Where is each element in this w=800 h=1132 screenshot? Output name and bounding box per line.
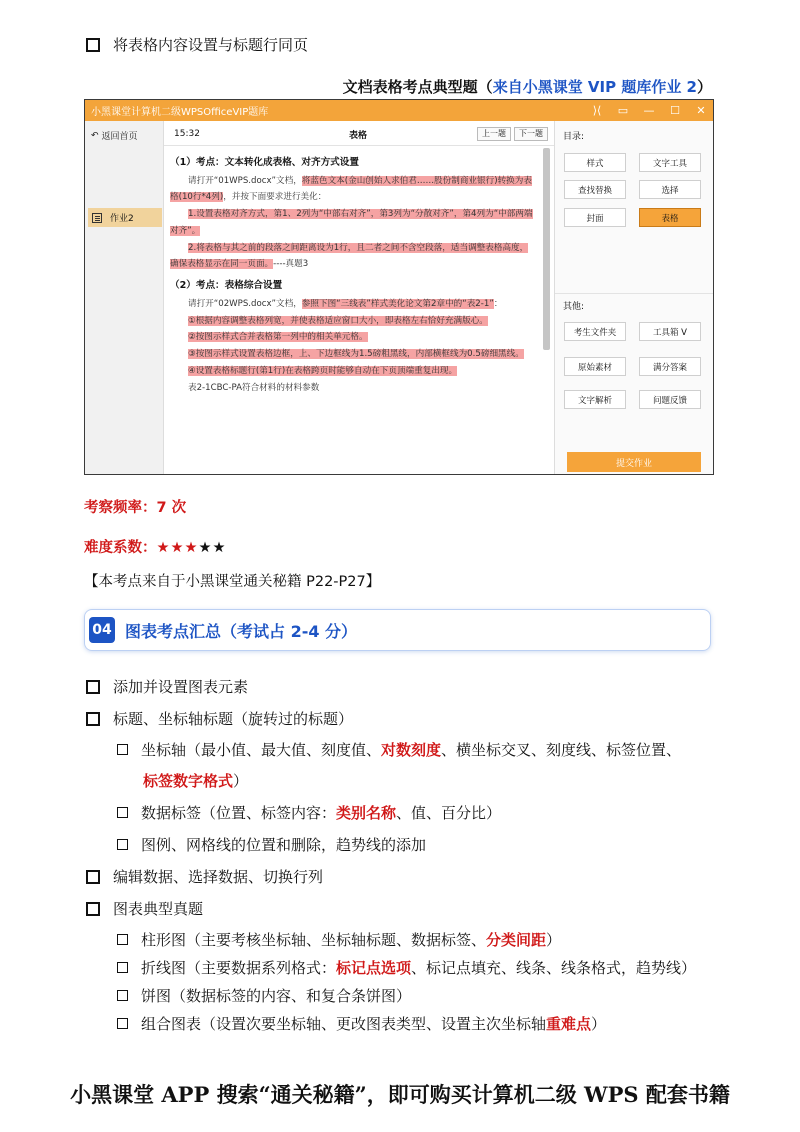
list-icon (92, 213, 102, 223)
doc-table-heading: 文档表格考点典型题（来自小黑课堂 VIP 题库作业 2） (342, 78, 712, 96)
section-2-title: （2）考点：表格综合设置 (170, 280, 283, 292)
source-note: 【本考点来自于小黑课堂通关秘籍 P22-P27】 (84, 574, 381, 590)
panel-divider (555, 293, 713, 294)
window-controls (591, 100, 707, 121)
checkbox-icon (86, 38, 100, 52)
dir-button-cover[interactable]: 封面 (564, 208, 626, 227)
minimize-tray-icon[interactable]: ▭ (617, 104, 629, 117)
other-button-exam-folder[interactable]: 考生文件夹 (564, 322, 626, 341)
checklist-item-table-title-row (86, 34, 308, 55)
dir-button-text-tools[interactable]: 文字工具 (639, 153, 701, 172)
exam-frequency: 考察频率：7 次 (84, 500, 187, 516)
checklist-subitem-continuation: 标签数字格式 ） (143, 772, 249, 790)
content-header (164, 121, 554, 146)
checklist-subitem: 组合图表（设置次要坐标轴、更改图表类型、设置主次坐标轴 重难点 ） (117, 1013, 606, 1034)
content-title: 表格 (349, 131, 368, 141)
section-2-req-3: ③按图示样式设置表格边框，上、下边框线为1.5磅粗黑线，内部横框线为0.5磅细黑线。 (188, 349, 524, 360)
footer-promo: 小黑课堂 APP 搜索“通关秘籍”，即可购买计算机二级 WPS 配套书籍 (70, 1082, 730, 1107)
checkbox-icon (117, 839, 128, 850)
section-2-req-2: ②按图示样式合并表格第一列中的相关单元格。 (188, 332, 368, 343)
checklist-subitem: 数据标签（位置、标签内容： 类别名称 、值、百分比） (117, 802, 501, 823)
dir-button-table[interactable]: 表格 (639, 208, 701, 227)
dir-button-find-replace[interactable]: 查找替换 (564, 180, 626, 199)
section-2-req-4: ④设置表格标题行(第1行)在表格跨页时能够自动在下页顶端重复出现。 (188, 365, 458, 376)
maximize-icon[interactable]: ☐ (670, 104, 680, 117)
other-button-text-analysis[interactable]: 文字解析 (564, 390, 626, 409)
checklist-subitem: 坐标轴（最小值、最大值、刻度值、 对数刻度 、横坐标交叉、刻度线、标签位置、 (117, 739, 681, 760)
checkbox-icon (117, 962, 128, 973)
minimize-icon[interactable]: — (643, 104, 655, 117)
checkbox-icon (86, 712, 100, 726)
left-sidebar (85, 121, 164, 474)
checklist-item: 标题、坐标轴标题（旋转过的标题） (86, 708, 353, 729)
checkbox-icon (86, 680, 100, 694)
question-content (164, 121, 554, 474)
checkbox-icon (117, 744, 128, 755)
star-rating-icon: ★★★★★ (156, 540, 227, 556)
checkbox-icon (117, 1018, 128, 1029)
dir-button-select[interactable]: 选择 (639, 180, 701, 199)
checkbox-icon (117, 990, 128, 1001)
submit-homework-button[interactable]: 提交作业 (567, 452, 701, 472)
app-window (84, 99, 714, 475)
directory-label: 目录: (563, 132, 585, 142)
checkbox-icon (86, 902, 100, 916)
section-title: 图表考点汇总（考试占 2-4 分） (125, 621, 358, 641)
checklist-item: 图表典型真题 (86, 898, 203, 919)
right-panel (554, 121, 713, 474)
checkbox-icon (117, 934, 128, 945)
sidebar-item-homework2[interactable]: 作业2 (88, 208, 162, 227)
question-body (164, 146, 539, 474)
other-button-toolbox[interactable]: 工具箱 V (639, 322, 701, 341)
checklist-subitem: 柱形图（主要考核坐标轴、坐标轴标题、数据标签、 分类间距 ） (117, 929, 561, 950)
section-2-table-caption: 表2-1CBC-PA符合材料的材料参数 (188, 382, 320, 393)
checklist-subitem: 折线图（主要数据系列格式： 标记点选项 、标记点填充、线条、线条格式，趋势线） (117, 957, 696, 978)
section-1-title: （1）考点：文本转化成表格、对齐方式设置 (170, 157, 359, 168)
back-home-button[interactable]: ↶ 返回首页 (91, 130, 138, 142)
other-label: 其他: (563, 302, 585, 312)
difficulty-rating: 难度系数：★★★★★ (84, 540, 227, 556)
checklist-subitem: 饼图（数据标签的内容、和复合条饼图） (117, 985, 411, 1006)
checkbox-icon (117, 807, 128, 818)
section-1-req-2: 2.将表格与其之前的段落之间距离设为1行，且二者之间不含空段落，适当调整表格高度，确保表格显示在同一页面。----真题3 (170, 242, 529, 270)
scrollbar-thumb[interactable] (543, 148, 550, 350)
other-button-full-answer[interactable]: 满分答案 (639, 357, 701, 376)
checklist-item: 编辑数据、选择数据、切换行列 (86, 866, 323, 887)
item-text: 将表格内容设置与标题行同页 (113, 36, 309, 54)
window-title: 小黑课堂计算机二级WPSOfficeVIP题库 (91, 107, 269, 118)
section-2-intro: 请打开“02WPS.docx”文档，参照下图“三线表”样式美化论文第2章中的“表2-1”： (188, 298, 503, 309)
prev-question-button[interactable]: 上一题 (477, 127, 511, 141)
section-1-intro: 请打开“01WPS.docx”文档，将蓝色文本(金山创始人求伯君……股份制商业银行)转换为表格(10行*4列)，并按下面要求进行美化： (170, 175, 532, 203)
other-button-feedback[interactable]: 问题反馈 (639, 390, 701, 409)
close-icon[interactable]: ✕ (696, 104, 706, 117)
section-1-req-1: 1.设置表格对齐方式，第1、2列为“中部右对齐”，第3列为“分散对齐”，第4列为“中部两端对齐”。 (170, 209, 533, 236)
next-question-button[interactable]: 下一题 (514, 127, 548, 141)
other-button-original-material[interactable]: 原始素材 (564, 357, 626, 376)
section-header (84, 609, 711, 651)
checklist-subitem: 图例、网格线的位置和删除，趋势线的添加 (117, 834, 426, 855)
checkbox-icon (86, 870, 100, 884)
dir-button-style[interactable]: 样式 (564, 153, 626, 172)
pin-icon[interactable]: ⟩⟨ (592, 104, 602, 117)
back-arrow-icon: ↶ (91, 130, 99, 141)
checklist-item: 添加并设置图表元素 (86, 676, 248, 697)
section-2-req-1: ①根据内容调整表格列宽，并使表格适应窗口大小，即表格左右恰好充满版心。 (188, 315, 488, 326)
title-bar (85, 100, 713, 121)
timer: 15:32 (174, 129, 200, 139)
section-number-badge: 04 (89, 617, 115, 643)
